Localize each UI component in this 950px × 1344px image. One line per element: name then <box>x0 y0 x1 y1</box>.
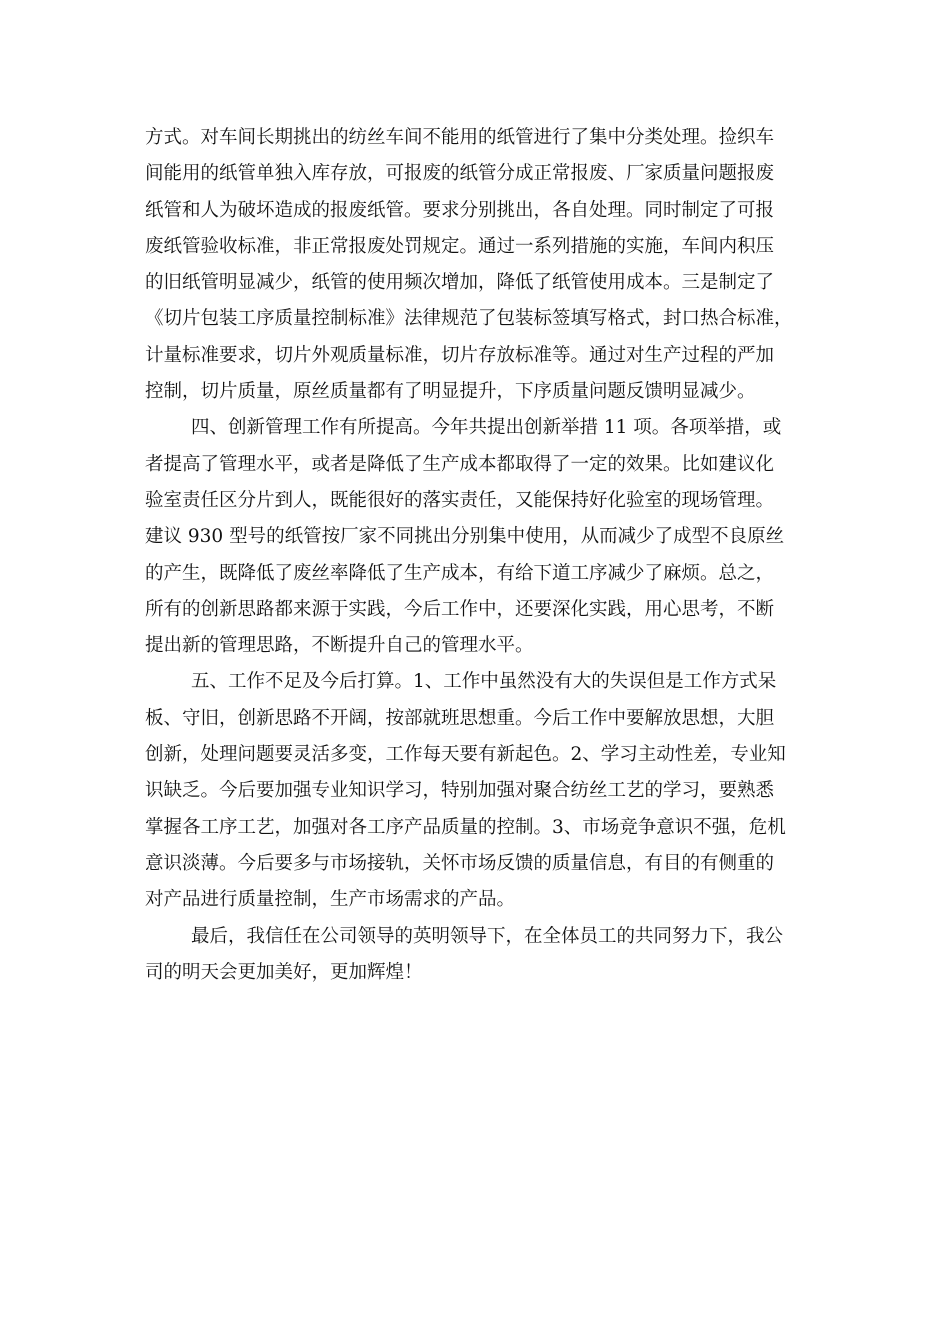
text-line: 对产品进行质量控制，生产市场需求的产品。 <box>145 889 516 911</box>
text-line: 的旧纸管明显减少，纸管的使用频次增加，降低了纸管使用成本。三是制定了 <box>145 272 775 294</box>
text-line: 方式。对车间长期挑出的纺丝车间不能用的纸管进行了集中分类处理。捡织车 <box>145 127 775 148</box>
text-line: 控制，切片质量，原丝质量都有了明显提升，下序质量问题反馈明显减少。 <box>145 381 756 403</box>
paragraph-closing <box>145 919 805 992</box>
text-line: 间能用的纸管单独入库存放，可报废的纸管分成正常报废、厂家质量问题报废 <box>145 163 775 185</box>
text-line: 的产生，既降低了废丝率降低了生产成本，有给下道工序减少了麻烦。总之， <box>145 562 775 584</box>
text-line: 司的明天会更加美好，更加辉煌！ <box>145 961 423 983</box>
document-body <box>145 120 805 991</box>
text-line: 建议 930 型号的纸管按厂家不同挑出分别集中使用，从而减少了成型不良原丝 <box>145 526 785 548</box>
text-line: 板、守旧，创新思路不开阔，按部就班思想重。今后工作中要解放思想，大胆 <box>145 707 775 729</box>
text-line: 四、创新管理工作有所提高。今年共提出创新举措 11 项。各项举措，或 <box>191 417 782 439</box>
text-line: 验室责任区分片到人，既能很好的落实责任，又能保持好化验室的现场管理。 <box>145 489 775 511</box>
text-line: 《切片包装工序质量控制标准》法律规范了包装标签填写格式，封口热合标准， <box>145 308 793 330</box>
text-line: 创新，处理问题要灵活多变，工作每天要有新起色。2、学习主动性差，专业知 <box>145 744 786 766</box>
text-line: 提出新的管理思路，不断提升自己的管理水平。 <box>145 635 534 657</box>
text-line: 计量标准要求，切片外观质量标准，切片存放标准等。通过对生产过程的严加 <box>145 344 775 366</box>
text-line: 所有的创新思路都来源于实践，今后工作中，还要深化实践，用心思考，不断 <box>145 598 775 620</box>
paragraph-innovation <box>145 410 805 664</box>
text-line: 者提高了管理水平，或者是降低了生产成本都取得了一定的效果。比如建议化 <box>145 453 775 475</box>
text-line: 废纸管验收标准，非正常报废处罚规定。通过一系列措施的实施，车间内积压 <box>145 235 775 257</box>
text-line: 意识淡薄。今后要多与市场接轨，关怀市场反馈的质量信息，有目的有侧重的 <box>145 852 775 874</box>
text-line: 纸管和人为破坏造成的报废纸管。要求分别挑出，各自处理。同时制定了可报 <box>145 199 775 221</box>
text-line: 最后，我信任在公司领导的英明领导下，在全体员工的共同努力下，我公 <box>191 925 784 947</box>
paragraph-shortcomings-plans <box>145 664 805 918</box>
text-line: 掌握各工序工艺，加强对各工序产品质量的控制。3、市场竞争意识不强，危机 <box>145 816 786 838</box>
paragraph-packaging-standards <box>145 120 805 410</box>
text-line: 五、工作不足及今后打算。1、工作中虽然没有大的失误但是工作方式呆 <box>191 671 777 693</box>
text-line: 识缺乏。今后要加强专业知识学习，特别加强对聚合纺丝工艺的学习，要熟悉 <box>145 780 775 802</box>
